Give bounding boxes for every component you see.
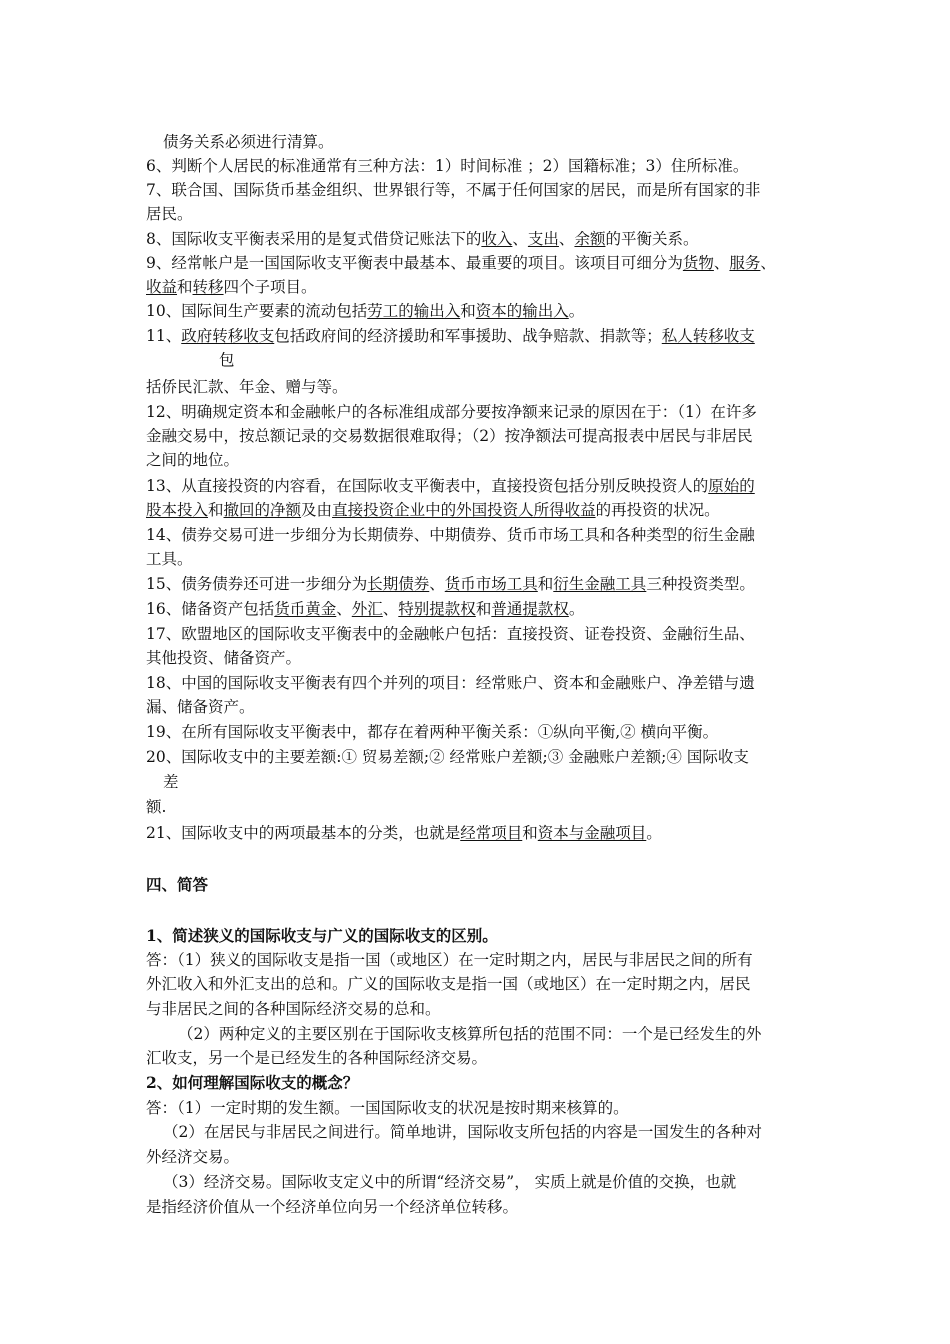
text-line: 之间的地位。 [146,451,240,469]
item-7: 7、联合国、国际货币基金组织、世界银行等，不属于任何国家的居民，而是所有国家的非 [146,181,761,199]
answer-1: 答：（1）狭义的国际收支是指一国（或地区）在一定时期之内，居民与非居民之间的所有 [146,951,753,969]
item-10: 10、国际间生产要素的流动包括劳工的输出入和资本的输出入。 [146,302,585,320]
item-15: 15、债务债券还可进一步细分为长期债券、货币市场工具和衍生金融工具三种投资类型。 [146,575,755,593]
text-line: 外汇收入和外汇支出的总和。广义的国际收支是指一国（或地区）在一定时期之内，居民 [146,975,751,993]
answer-underline: 货币黄金 [274,600,337,618]
item-6: 6、判断个人居民的标准通常有三种方法：1）时间标准 ；2）国籍标准；3）住所标准。 [146,157,749,175]
item-20: 20、国际收支中的主要差额:① 贸易差额;② 经常账户差额;③ 金融账户差额;④ 国际收支 [146,748,749,766]
text-line: 与非居民之间的各种国际经济交易的总和。 [146,1000,441,1018]
text-line: 其他投资、储备资产。 [146,649,302,667]
item-21: 21、国际收支中的两项最基本的分类，也就是经常项目和资本与金融项目。 [146,824,662,842]
item-8: 8、国际收支平衡表采用的是复式借贷记账法下的收入、支出、余额的平衡关系。 [146,230,699,248]
text-line: 工具。 [146,550,193,568]
answer-underline: 收益 [146,278,178,296]
text-line: 括侨民汇款、年金、赠与等。 [146,378,348,396]
text-line: 是指经济价值从一个经济单位向另一个经济单位转移。 [146,1198,519,1216]
text-line: （2）在居民与非居民之间进行。简单地讲，国际收支所包括的内容是一国发生的各种对 [163,1123,762,1141]
text-line: 金融交易中，按总额记录的交易数据很难取得；（2）按净额法可提高报表中居民与非居民 [146,427,753,445]
text-line: 外经济交易。 [146,1148,240,1166]
item-14: 14、债券交易可进一步细分为长期债券、中期债券、货币市场工具和各种类型的衍生金融 [146,526,755,544]
item-9: 9、经常帐户是一国国际收支平衡表中最基本、最重要的项目。该项目可细分为货物、服务、 [146,254,776,272]
answer-underline: 普通提款权 [491,600,569,618]
item-18: 18、中国的国际收支平衡表有四个并列的项目：经常账户、资本和金融账户、净差错与遗 [146,674,755,692]
answer-underline: 货币市场工具 [444,575,538,593]
answer-underline: 原始的 [708,477,755,495]
item-16: 16、储备资产包括货币黄金、外汇、特别提款权和普通提款权。 [146,600,585,618]
answer-underline: 特别提款权 [398,600,476,618]
answer-underline: 资本的输出入 [475,302,569,320]
question-2: 2、如何理解国际收支的概念？ [146,1073,359,1092]
answer-underline: 支出 [527,230,559,248]
answer-underline: 长期债券 [367,575,430,593]
text-line: （3）经济交易。国际收支定义中的所谓“经济交易”， 实质上就是价值的交换，也就 [163,1173,737,1191]
answer-2: 答：（1）一定时期的发生额。一国国际收支的状况是按时期来核算的。 [146,1099,629,1117]
answer-underline: 政府转移收支 [181,327,275,345]
text-line: 漏、储备资产。 [146,698,255,716]
item-11: 11、政府转移收支包括政府间的经济援助和军事援助、战争赔款、捐款等；私人转移收支 [146,327,755,345]
answer-underline: 直接投资企业中的外国投资人所得收益 [332,501,596,519]
answer-underline: 余额 [574,230,606,248]
answer-underline: 经常项目 [460,824,523,842]
text-line: 额. [146,798,167,816]
text-line: 债务关系必须进行清算。 [163,133,334,151]
answer-underline: 资本与金融项目 [537,824,647,842]
text-line: 收益和转移四个子项目。 [146,278,317,296]
text-line: 股本投入和撤回的净额及由直接投资企业中的外国投资人所得收益的再投资的状况。 [146,501,720,519]
text-line: 汇收支，另一个是已经发生的各种国际经济交易。 [146,1049,488,1067]
item-13: 13、从直接投资的内容看，在国际收支平衡表中，直接投资包括分别反映投资人的原始的 [146,477,755,495]
answer-underline: 收入 [481,230,513,248]
answer-underline: 私人转移收支 [661,327,755,345]
text-line: 包 [219,351,235,369]
answer-underline: 撤回的净额 [223,501,302,519]
answer-underline: 股本投入 [146,501,209,519]
answer-underline: 转移 [192,278,224,296]
text-line: 差 [163,773,179,791]
answer-underline: 服务 [729,254,761,272]
answer-underline: 衍生金融工具 [553,575,647,593]
text-line: （2）两种定义的主要区别在于国际收支核算所包括的范围不同：一个是已经发生的外 [178,1025,762,1043]
answer-underline: 货物 [682,254,714,272]
item-12: 12、明确规定资本和金融帐户的各标准组成部分要按净额来记录的原因在于：（1）在许多 [146,403,757,421]
answer-underline: 外汇 [351,600,383,618]
answer-underline: 劳工的输出入 [367,302,461,320]
item-17: 17、欧盟地区的国际收支平衡表中的金融帐户包括：直接投资、证卷投资、金融衍生品、 [146,625,755,643]
item-19: 19、在所有国际收支平衡表中，都存在着两种平衡关系：①纵向平衡,② 横向平衡。 [146,723,719,741]
section-heading: 四、简答 [146,875,209,894]
text-line: 居民。 [146,205,193,223]
question-1: 1、简述狭义的国际收支与广义的国际收支的区别。 [146,926,498,945]
